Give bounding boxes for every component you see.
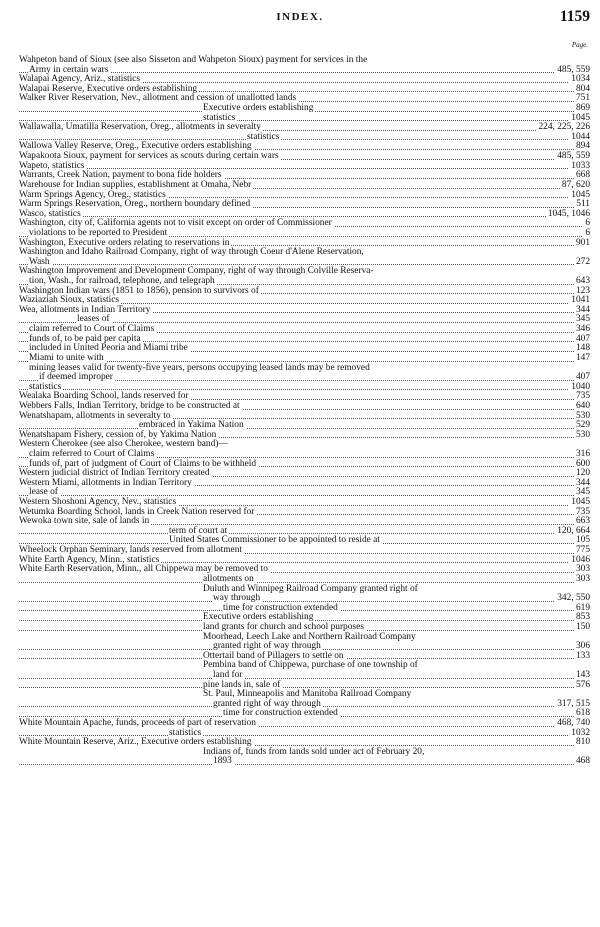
- header-page-number: 1159: [559, 8, 590, 25]
- index-entry: [19, 585, 590, 595]
- entry-text: Western Shoshoni Agency, Nev., statistics: [19, 497, 177, 508]
- entry-text: Western Cherokee (see also Cherokee, western band)—: [19, 439, 228, 450]
- entry-page: 346: [575, 324, 590, 335]
- entry-page: 529: [575, 420, 590, 431]
- entry-page: 344: [575, 304, 590, 315]
- entry-page: 894: [575, 141, 590, 152]
- entry-page: 1044: [571, 131, 590, 142]
- entry-text: term of court at: [169, 525, 228, 536]
- entry-text: Wenatshapam, allotments in severalty to: [19, 410, 171, 421]
- entry-text: Wea, allotments in Indian Territory: [19, 304, 151, 315]
- entry-text: included in United Peoria and Miami tribe: [29, 343, 188, 354]
- entry-text: Washington, Executive orders relating to reservations in: [19, 237, 230, 248]
- entry-text: granted right of way through: [213, 641, 321, 652]
- entry-text: Walker River Reservation, Nev., allotment and cession of unallotted lands: [19, 93, 297, 104]
- entry-page: 344: [575, 477, 590, 488]
- entry-page: 123: [575, 285, 590, 296]
- entry-text: statistics: [203, 112, 236, 123]
- entry-text: embraced in Yakima Nation: [139, 420, 244, 431]
- entry-text: White Earth Agency, Minn., statistics: [19, 554, 160, 565]
- entry-page: 306: [575, 641, 590, 652]
- entry-page: 643: [575, 276, 590, 287]
- entry-page: 345: [575, 314, 590, 325]
- entry-text: Western Miami, allotments in Indian Territory: [19, 477, 192, 488]
- entry-page: 120, 664: [557, 525, 590, 536]
- entry-text: way through: [213, 593, 261, 604]
- entry-text: Wewoka town site, sale of lands in: [19, 516, 150, 527]
- entry-page: 1033: [571, 160, 590, 171]
- entry-page: 600: [575, 458, 590, 469]
- index-entry: [19, 344, 590, 354]
- entry-text: Warehouse for Indian supplies, establishment at Omaha, Nebr: [19, 179, 252, 190]
- entry-text: Warm Springs Agency, Oreg., statistics: [19, 189, 166, 200]
- entry-page: 640: [575, 400, 590, 411]
- entry-text: Washington Improvement and Development Company, right of way through Colville Reserva-: [19, 266, 374, 277]
- entry-text: granted right of way through: [213, 698, 321, 709]
- entry-page: 133: [575, 650, 590, 661]
- entry-page: 1045: [571, 112, 590, 123]
- entry-text: Pembina band of Chippewa, purchase of one township of: [203, 660, 418, 671]
- entry-page: 1045: [571, 497, 590, 508]
- entry-page: 810: [575, 737, 590, 748]
- entry-text: claim referred to Court of Claims: [29, 448, 155, 459]
- index-entry: [19, 671, 590, 681]
- entry-text: United States Commissioner to be appointed to reside at: [169, 535, 380, 546]
- entry-page: 751: [575, 93, 590, 104]
- entry-page: 272: [575, 256, 590, 267]
- entry-page: 853: [575, 612, 590, 623]
- entry-page: 668: [575, 170, 590, 181]
- entry-text: Washington, city of, California agents not to visit except on order of Commissioner: [19, 218, 332, 229]
- entry-page: 901: [575, 237, 590, 248]
- entry-text: White Earth Reservation, Minn., all Chippewa may be removed to: [19, 564, 268, 575]
- entry-text: White Mountain Reserve, Ariz., Executive orders establishing: [19, 737, 252, 748]
- entry-page: 1046: [571, 554, 590, 565]
- entry-text: mining leases valid for twenty-five years, persons occupying leased lands may be removed: [29, 362, 370, 373]
- header-title: INDEX.: [276, 11, 324, 23]
- entry-page: 530: [575, 429, 590, 440]
- index-entry: [19, 565, 590, 575]
- entry-page: 1034: [571, 74, 590, 85]
- entry-text: Moorhead, Leech Lake and Northern Railroad Company: [203, 631, 416, 642]
- index-entry: [19, 719, 590, 729]
- index-entries: [19, 56, 590, 767]
- entry-page: 869: [575, 103, 590, 114]
- entry-page: 148: [575, 343, 590, 354]
- index-entry: [19, 123, 590, 133]
- index-entry: [19, 373, 590, 383]
- entry-text: leases of: [77, 314, 110, 325]
- entry-text: Executive orders establishing: [203, 103, 314, 114]
- entry-text: statistics: [247, 131, 280, 142]
- entry-text: if deemed improper: [39, 372, 113, 383]
- entry-page: 1041: [571, 295, 590, 306]
- entry-page: 105: [575, 535, 590, 546]
- entry-page: 345: [575, 487, 590, 498]
- entry-page: 303: [575, 564, 590, 575]
- entry-text: St. Paul, Minneapolis and Manitoba Railroad Company: [203, 689, 412, 700]
- index-entry: [19, 200, 590, 210]
- entry-text: Washington and Idaho Railroad Company, right of way through Coeur d'Alene Reservation,: [19, 247, 364, 258]
- index-entry: [19, 748, 590, 758]
- entry-page: 120: [575, 468, 590, 479]
- entry-page: 6: [585, 218, 590, 229]
- index-entry: [19, 248, 590, 258]
- index-entry: [19, 104, 590, 114]
- entry-page: 1032: [571, 727, 590, 738]
- entry-page: 619: [575, 602, 590, 613]
- entry-page: 224, 225, 226: [538, 122, 590, 133]
- entry-text: Executive orders establishing: [203, 612, 314, 623]
- index-entry: [19, 412, 590, 422]
- entry-text: White Mountain Apache, funds, proceeds of part of reservation: [19, 718, 256, 729]
- entry-text: Duluth and Winnipeg Railroad Company granted right of: [203, 583, 418, 594]
- entry-text: Waziaziah Sioux, statistics: [19, 295, 120, 306]
- entry-text: statistics: [29, 381, 62, 392]
- index-entry: [19, 152, 590, 162]
- entry-text: Wapakoota Sioux, payment for services as scouts during certain wars: [19, 151, 279, 162]
- entry-text: Western judicial district of Indian Territory created: [19, 468, 210, 479]
- entry-text: allotments on: [203, 573, 254, 584]
- index-entry: [19, 517, 590, 527]
- entry-page: 485, 559: [557, 151, 590, 162]
- entry-page: 530: [575, 410, 590, 421]
- entry-text: Miami to unite with: [29, 352, 104, 363]
- entry-page: 143: [575, 670, 590, 680]
- entry-text: Wetumka Boarding School, lands in Creek Nation reserved for: [19, 506, 255, 517]
- entry-page: 735: [575, 391, 590, 402]
- entry-text: Ottertail band of Pillagers to settle on: [203, 650, 344, 661]
- entry-text: Wallawalla, Umatilla Reservation, Oreg., allotments in severalty: [19, 122, 261, 133]
- entry-page: 576: [575, 679, 590, 690]
- entry-page: 316: [575, 448, 590, 459]
- page-header: [0, 8, 600, 29]
- entry-text: Warm Springs Reservation, Oreg., northern boundary defined: [19, 199, 251, 210]
- index-entry: [19, 661, 590, 671]
- entry-text: Wallowa Valley Reserve, Oreg., Executive orders establishing: [19, 141, 252, 152]
- entry-page: 407: [575, 372, 590, 383]
- entry-text: Walapai Agency, Ariz., statistics: [19, 74, 140, 85]
- entry-page: 775: [575, 545, 590, 556]
- entry-text: Washington Indian wars (1851 to 1856), pension to survivors of: [19, 285, 259, 296]
- entry-text: Army in certain wars: [29, 64, 109, 75]
- entry-text: Wealaka Boarding School, lands reserved for: [19, 391, 189, 402]
- index-entry: [19, 479, 590, 489]
- entry-text: statistics: [169, 727, 202, 738]
- entry-text: funds of, part of judgment of Court of Claims to be withheld: [29, 458, 257, 469]
- entry-text: Wasco, statistics: [19, 208, 81, 219]
- entry-page: 1045: [571, 189, 590, 200]
- entry-page: 150: [575, 621, 590, 632]
- entry-text: land for: [213, 670, 243, 680]
- entry-text: pine lands in, sale of: [203, 679, 281, 690]
- entry-page: 342, 550: [557, 593, 590, 604]
- entry-page: 663: [575, 516, 590, 527]
- entry-text: time for construction extended: [223, 708, 338, 719]
- entry-page: 618: [575, 708, 590, 719]
- entry-page: 87, 620: [561, 179, 590, 190]
- entry-text: Webbers Falls, Indian Territory, bridge to be constructed at: [19, 400, 240, 411]
- entry-text: time for construction extended: [223, 602, 338, 613]
- entry-text: violations to be reported to President: [29, 227, 168, 238]
- entry-text: Wahpeton band of Sioux (see also Sisseton and Wahpeton Sioux) payment for services in the: [19, 55, 368, 65]
- column-heading-page: Page.: [571, 41, 588, 49]
- entry-text: Wenatshapam Fishery, cession of, by Yakima Nation: [19, 429, 217, 440]
- entry-text: funds of, to be paid per capita: [29, 333, 141, 344]
- entry-text: claim referred to Court of Claims: [29, 324, 155, 335]
- entry-text: Indians of, funds from lands sold under act of February 20,: [203, 746, 425, 757]
- entry-text: Wash: [29, 256, 50, 267]
- entry-page: 303: [575, 573, 590, 584]
- entry-text: Walapai Reserve, Executive orders establishing: [19, 83, 198, 94]
- entry-page: 485, 559: [557, 64, 590, 75]
- entry-text: 1893: [213, 756, 232, 767]
- entry-text: Wheelock Orphan Seminary, lands reserved from allotment: [19, 545, 243, 556]
- entry-page: 468: [575, 756, 590, 767]
- entry-page: 468, 740: [557, 718, 590, 729]
- entry-page: 407: [575, 333, 590, 344]
- entry-page: 6: [585, 227, 590, 238]
- entry-page: 804: [575, 83, 590, 94]
- entry-page: 147: [575, 352, 590, 363]
- entry-text: lease of: [29, 487, 58, 498]
- entry-page: 1040: [571, 381, 590, 392]
- entry-text: land grants for church and school purposes: [203, 621, 364, 632]
- entry-text: Wapeto, statistics: [19, 160, 85, 171]
- entry-page: 1045, 1046: [547, 208, 590, 219]
- entry-text: tion, Wash., for railroad, telephone, and telegraph: [29, 276, 215, 287]
- entry-text: Warrants, Creek Nation, payment to bona fide holders: [19, 170, 222, 181]
- entry-page: 511: [576, 199, 590, 210]
- entry-page: 317, 515: [557, 698, 590, 709]
- index-entry: [19, 757, 590, 767]
- entry-page: 735: [575, 506, 590, 517]
